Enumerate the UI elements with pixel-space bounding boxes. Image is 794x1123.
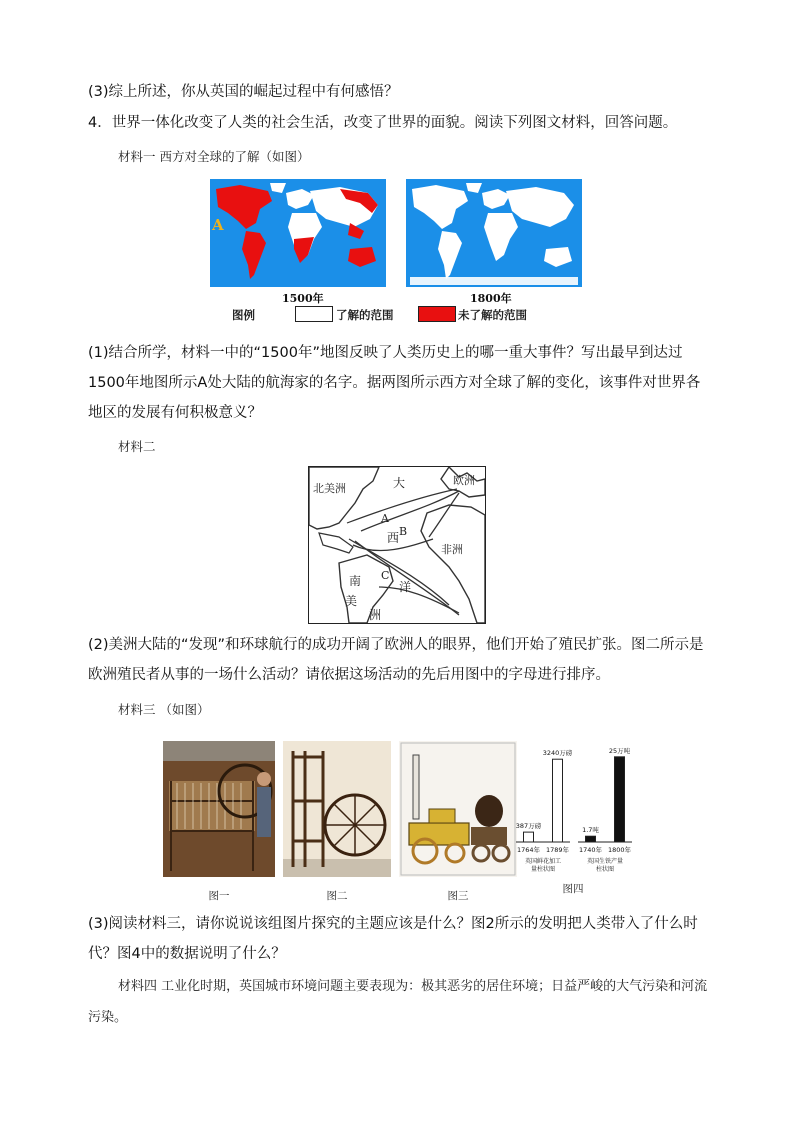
chart2-caption-line-2: 柱状图	[595, 866, 615, 873]
chart1-bar-1	[524, 832, 534, 842]
map-1500-year: 1500年	[282, 292, 324, 305]
legend-unknown-swatch	[418, 306, 456, 322]
label-europe: 欧洲	[453, 474, 475, 487]
chart2-bar-2	[615, 757, 625, 842]
label-yang: 洋	[399, 580, 412, 594]
material1-label: 材料一 西方对全球的了解（如图）	[118, 149, 310, 164]
fig1-caption: 图一	[208, 890, 230, 902]
chart2-caption-line-1: 英国生铁产量	[586, 858, 624, 865]
material4-text: 材料四 工业化时期，英国城市环境问题主要表现为：极其恶劣的居住环境；日益严峻的大气污染和河流污染。	[88, 979, 708, 1025]
chart1-data-label-1: 387万磅	[515, 822, 542, 831]
label-da: 大	[393, 476, 406, 490]
chart1-caption-line-1: 英国鲜花加工	[524, 858, 562, 865]
material3-label: 材料三 （如图）	[118, 702, 210, 717]
label-africa: 非洲	[441, 543, 463, 556]
chart2-category-1: 1740年	[578, 846, 603, 854]
question-3: (3)阅读材料三，请你说说该组图片探究的主题应该是什么？图2所示的发明把人类带入了什么时代？图4中的数据说明了什么？	[88, 916, 698, 962]
map-1800	[406, 179, 582, 287]
label-mei: 美	[345, 594, 358, 608]
question-1: (1)结合所学，材料一中的“1500年”地图反映了人类历史上的哪一重大事件？写出最早到达过1500年地图所示A处大陆的航海家的名字。据两图所示西方对全球了解的变化，该事件对世界各地区的发展有何积极意义？	[88, 345, 701, 421]
chart1-category-2: 1789年	[545, 846, 570, 854]
fig3-locomotive-photo	[399, 741, 517, 877]
fig4-charts	[512, 734, 636, 884]
triangular-trade-map	[308, 466, 486, 624]
map-1800-year: 1800年	[470, 292, 512, 305]
legend-known: 了解的范围	[336, 308, 394, 322]
legend-title: 图例	[232, 308, 255, 322]
chart2-data-label-1: 1.7吨	[582, 826, 599, 835]
fig2-caption: 图二	[326, 890, 348, 902]
label-a: A	[381, 512, 389, 525]
fig4-bar-charts	[512, 734, 636, 884]
label-b: B	[399, 525, 408, 538]
legend-known-swatch	[295, 306, 333, 322]
map-1500	[210, 179, 386, 287]
label-zhou: 洲	[369, 608, 382, 622]
fig4-caption: 图四	[562, 883, 584, 895]
map-letter-a: A	[212, 216, 224, 234]
fig3-caption: 图三	[447, 890, 469, 902]
material2-label: 材料二	[118, 439, 156, 454]
chart1-data-label-2: 3240万磅	[542, 749, 573, 758]
legend-unknown: 未了解的范围	[458, 308, 527, 322]
question-2: (2)美洲大陆的“发现”和环球航行的成功开阔了欧洲人的眼界，他们开始了殖民扩张。图二所示是欧洲殖民者从事的一场什么活动？请依据这场活动的先后用图中的字母进行排序。	[88, 637, 704, 683]
q3-previous: (3)综上所述，你从英国的崛起过程中有何感悟？	[88, 84, 399, 100]
label-nan: 南	[349, 574, 362, 588]
chart1-category-1: 1764年	[516, 846, 541, 854]
chart2-data-label-2: 25万吨	[608, 746, 631, 755]
fig1-spinning-jenny-photo	[163, 741, 275, 877]
chart2-category-2: 1800年	[607, 846, 632, 854]
q4-intro: 4．世界一体化改变了人类的社会生活，改变了世界的面貌。阅读下列图文材料，回答问题。	[88, 115, 678, 131]
chart1-bar-2	[553, 759, 563, 842]
label-north-america: 北美洲	[313, 482, 346, 495]
label-xi: 西	[387, 531, 400, 545]
chart2-bar-1	[586, 836, 596, 842]
label-c: C	[381, 569, 390, 582]
chart1-caption-line-2: 量柱状图	[530, 866, 556, 873]
fig2-machine-photo	[283, 741, 391, 877]
